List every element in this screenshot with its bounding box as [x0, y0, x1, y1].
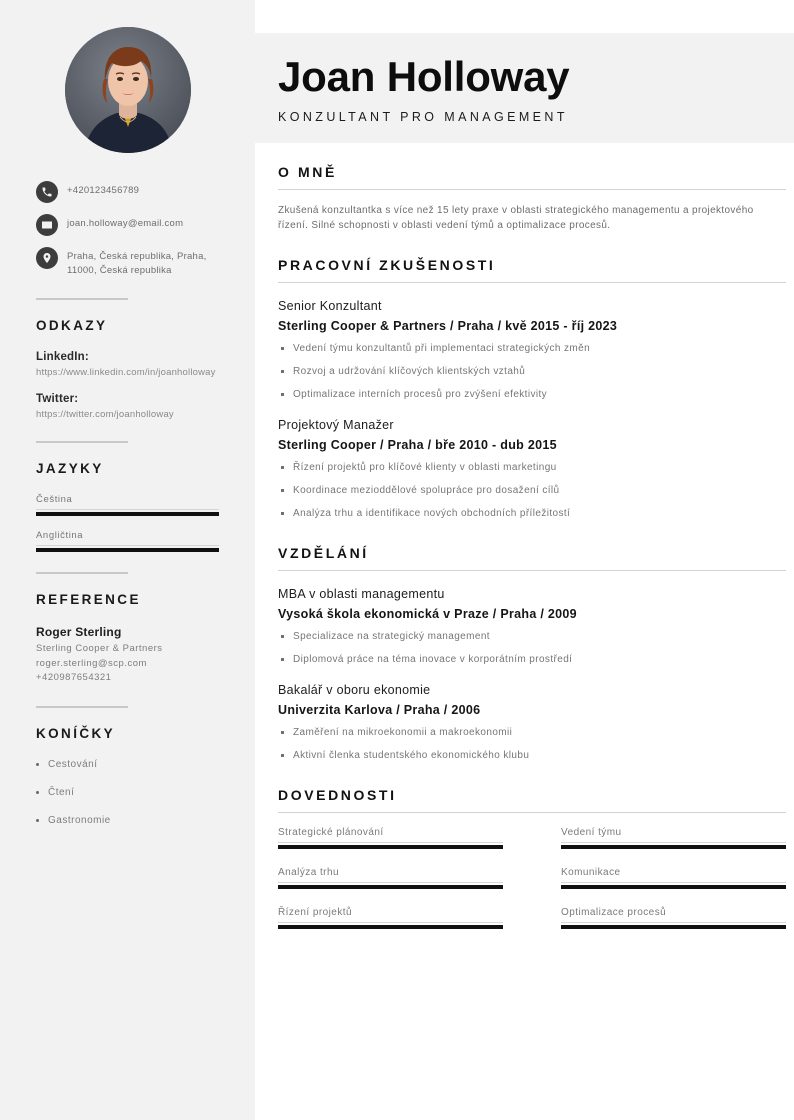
bullet-text: Koordinace mezioddělové spolupráce pro dosažení cílů — [293, 485, 560, 496]
languages-heading: JAZYKY — [36, 461, 104, 476]
links-heading: ODKAZY — [36, 318, 108, 333]
section-skills — [278, 787, 786, 929]
experience-meta: Sterling Cooper & Partners / Praha / kvě 2015 - říj 2023 — [278, 319, 618, 333]
bullet-text: Diplomová práce na téma inovace v korporátním prostředí — [293, 654, 573, 665]
reference-card — [36, 625, 219, 686]
section-education — [278, 545, 786, 763]
list-item — [36, 759, 219, 770]
education-entry — [278, 585, 786, 667]
bullet-square-icon — [281, 658, 284, 661]
list-item — [278, 387, 786, 402]
contact-email[interactable] — [36, 214, 219, 236]
education-bullets — [278, 725, 786, 763]
contact-address[interactable] — [36, 247, 219, 278]
section-heading-education: VZDĚLÁNÍ — [278, 545, 786, 571]
language-name: Angličtina — [36, 530, 219, 546]
list-item — [278, 506, 786, 521]
skill-label: Řízení projektů — [278, 907, 503, 923]
bullet-square-icon — [281, 466, 284, 469]
experience-position: Senior Konzultant — [278, 299, 382, 313]
skill-label: Optimalizace procesů — [561, 907, 786, 923]
bullet-text: Specializace na strategický management — [293, 631, 490, 642]
link-item-twitter[interactable] — [36, 393, 219, 421]
experience-bullets — [278, 460, 786, 521]
bullet-square-icon — [281, 393, 284, 396]
list-item — [278, 483, 786, 498]
sidebar — [0, 0, 255, 1120]
link-url[interactable]: https://twitter.com/joanholloway — [36, 409, 174, 420]
experience-position: Projektový Manažer — [278, 418, 394, 432]
experience-entry — [278, 416, 786, 521]
bullet-dot-icon — [36, 819, 39, 822]
page-title: Joan Holloway — [278, 53, 570, 100]
skill-level-bar — [561, 925, 786, 929]
hobby-label: Čtení — [48, 786, 75, 798]
hobbies-heading: KONÍČKY — [36, 725, 116, 741]
reference-name: Roger Sterling — [36, 625, 122, 639]
contact-phone[interactable] — [36, 181, 219, 203]
language-level-bar — [36, 512, 219, 516]
link-item-linkedin[interactable] — [36, 351, 219, 379]
section-heading-experience: PRACOVNÍ ZKUŠENOSTI — [278, 257, 786, 283]
section-experience — [278, 257, 786, 521]
skill-label: Komunikace — [561, 867, 786, 883]
bullet-square-icon — [281, 635, 284, 638]
section-heading-about: O MNĚ — [278, 164, 786, 190]
skill-label: Vedení týmu — [561, 827, 786, 843]
hobby-label: Gastronomie — [48, 814, 111, 826]
list-item — [278, 364, 786, 379]
skill-item — [561, 867, 786, 889]
sidebar-divider — [36, 298, 128, 300]
skill-level-bar — [278, 925, 503, 929]
skill-level-bar — [278, 885, 503, 889]
list-item — [36, 787, 219, 798]
language-name: Čeština — [36, 494, 219, 510]
sidebar-divider — [36, 706, 128, 708]
main-body — [255, 143, 794, 929]
list-item — [278, 725, 786, 740]
bullet-text: Zaměření na mikroekonomii a makroekonomii — [293, 727, 513, 738]
education-bullets — [278, 629, 786, 667]
bullet-square-icon — [281, 489, 284, 492]
skill-label: Strategické plánování — [278, 827, 503, 843]
reference-phone[interactable]: +420987654321 — [36, 672, 112, 683]
experience-bullets — [278, 341, 786, 402]
language-item — [36, 530, 219, 552]
bullet-square-icon — [281, 512, 284, 515]
avatar — [65, 27, 191, 153]
contact-phone-value: +420123456789 — [67, 185, 140, 196]
main-content — [255, 0, 794, 1120]
bullet-square-icon — [281, 731, 284, 734]
skill-label: Analýza trhu — [278, 867, 503, 883]
sidebar-divider — [36, 441, 128, 443]
skill-item — [278, 827, 503, 849]
skills-grid — [278, 827, 786, 929]
experience-entry — [278, 297, 786, 402]
education-degree: MBA v oblasti managementu — [278, 587, 445, 601]
bullet-text: Řízení projektů pro klíčové klienty v oblasti marketingu — [293, 462, 557, 473]
list-item — [278, 652, 786, 667]
experience-meta: Sterling Cooper / Praha / bře 2010 - dub 2015 — [278, 438, 557, 452]
header-band — [255, 33, 794, 143]
education-meta: Univerzita Karlova / Praha / 2006 — [278, 703, 481, 717]
contact-list — [36, 181, 219, 278]
section-about — [278, 164, 786, 233]
reference-email[interactable]: roger.sterling@scp.com — [36, 657, 147, 669]
bullet-text: Vedení týmu konzultantů při implementaci strategických změn — [293, 343, 591, 354]
reference-heading: REFERENCE — [36, 592, 141, 607]
skill-level-bar — [561, 885, 786, 889]
language-level-bar — [36, 548, 219, 552]
bullet-square-icon — [281, 347, 284, 350]
email-icon — [36, 214, 58, 236]
hobby-label: Cestování — [48, 758, 98, 770]
contact-address-value: Praha, Česká republika, Praha, 11000, Česká republika — [67, 251, 207, 276]
bullet-dot-icon — [36, 763, 39, 766]
portrait-illustration — [65, 27, 191, 153]
education-degree: Bakalář v oboru ekonomie — [278, 683, 431, 697]
bullet-text: Optimalizace interních procesů pro zvýšení efektivity — [293, 389, 548, 400]
list-item — [278, 748, 786, 763]
phone-icon — [36, 181, 58, 203]
contact-email-value: joan.holloway@email.com — [67, 218, 184, 229]
skill-item — [278, 907, 503, 929]
bullet-text: Aktivní členka studentského ekonomického klubu — [293, 750, 530, 761]
education-meta: Vysoká škola ekonomická v Praze / Praha / 2009 — [278, 607, 577, 621]
bullet-dot-icon — [36, 791, 39, 794]
list-item — [278, 460, 786, 475]
list-item — [278, 629, 786, 644]
skill-level-bar — [278, 845, 503, 849]
reference-company: Sterling Cooper & Partners — [36, 643, 163, 654]
bullet-square-icon — [281, 754, 284, 757]
about-text: Zkušená konzultantka s více než 15 lety praxe v oblasti strategického managementu a projektového řízení. Silné schopnosti v oblasti vedení týmů a optimalizace procesů. — [278, 205, 754, 231]
link-url[interactable]: https://www.linkedin.com/in/joanholloway — [36, 367, 216, 378]
bullet-text: Analýza trhu a identifikace nových obchodních příležitostí — [293, 508, 571, 519]
education-entry — [278, 681, 786, 763]
link-label: LinkedIn: — [36, 351, 89, 363]
skill-item — [561, 827, 786, 849]
job-title-subtitle: KONZULTANT PRO MANAGEMENT — [278, 110, 568, 124]
skill-level-bar — [561, 845, 786, 849]
skill-item — [278, 867, 503, 889]
link-label: Twitter: — [36, 393, 79, 405]
bullet-square-icon — [281, 370, 284, 373]
list-item — [36, 815, 219, 826]
sidebar-divider — [36, 572, 128, 574]
language-item — [36, 494, 219, 516]
section-heading-skills: DOVEDNOSTI — [278, 787, 786, 813]
bullet-text: Rozvoj a udržování klíčových klientských vztahů — [293, 366, 526, 377]
skill-item — [561, 907, 786, 929]
location-pin-icon — [36, 247, 58, 269]
list-item — [278, 341, 786, 356]
profile-photo-wrap — [36, 27, 219, 153]
